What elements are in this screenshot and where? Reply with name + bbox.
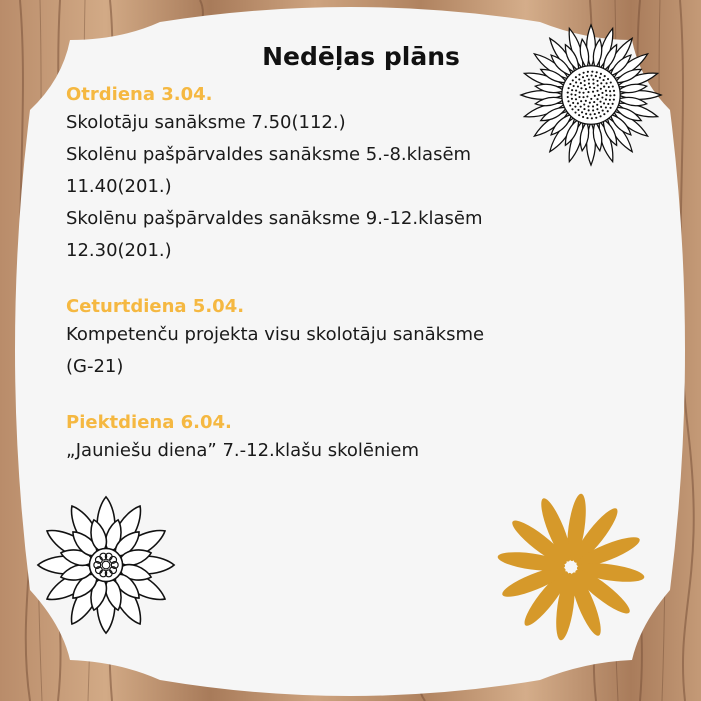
day-heading: Otrdiena 3.04.: [66, 84, 213, 105]
event-line: 12.30(201.): [66, 240, 172, 261]
daisy-icon: [33, 490, 179, 640]
event-line: Skolotāju sanāksme 7.50(112.): [66, 112, 346, 133]
event-line: (G-21): [66, 356, 124, 377]
schedule: [66, 42, 626, 495]
day-block-thursday: [66, 295, 626, 383]
event-line: Skolēnu pašpārvaldes sanāksme 9.-12.klasēm: [66, 208, 483, 229]
day-heading: Piektdiena 6.04.: [66, 412, 232, 433]
event-line: Skolēnu pašpārvaldes sanāksme 5.-8.klasēm: [66, 144, 472, 165]
gold-flower-icon: [495, 492, 647, 642]
event-line: Kompetenču projekta visu skolotāju sanāksme: [66, 324, 485, 345]
event-line: „Jauniešu diena” 7.-12.klašu skolēniem: [66, 440, 419, 461]
day-block-tuesday: [66, 83, 626, 267]
page-title: Nedēļas plāns: [262, 42, 460, 71]
day-block-friday: [66, 411, 626, 467]
event-line: 11.40(201.): [66, 176, 172, 197]
day-heading: Ceturtdiena 5.04.: [66, 296, 245, 317]
